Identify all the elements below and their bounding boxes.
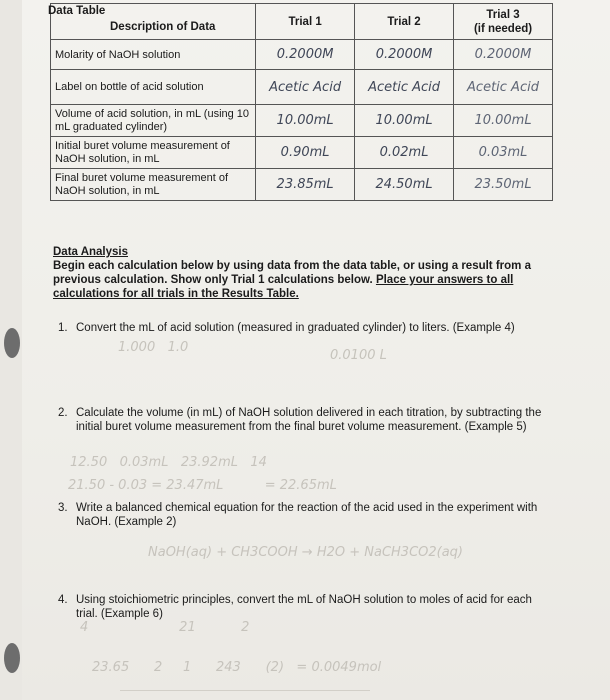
trial-1-value: 10.00mL <box>256 105 355 137</box>
trial-2-value: 0.2000M <box>355 40 454 70</box>
header-trial-3: Trial 3 (if needed) <box>454 4 553 40</box>
bleed-through-mark: 12.50 0.03mL 23.92mL 14 <box>70 455 267 470</box>
data-table <box>50 3 553 201</box>
bleed-through-mark: 21.50 - 0.03 = 23.47mL = 22.65mL <box>68 478 337 493</box>
bleed-through-mark: 0.0100 L <box>330 348 387 363</box>
trial-3-value: 0.03mL <box>454 137 553 169</box>
table-row <box>51 70 553 105</box>
trial-1-value: 0.90mL <box>256 137 355 169</box>
binder-hole <box>4 643 20 673</box>
header-trial-2: Trial 2 <box>355 4 454 40</box>
table-row <box>51 105 553 137</box>
binder-hole <box>4 328 20 358</box>
trial-1-value: 0.2000M <box>256 40 355 70</box>
trial-3-value: 0.2000M <box>454 40 553 70</box>
trial-2-value: 0.02mL <box>355 137 454 169</box>
bleed-through-mark: 23.65 2 1 243 (2) = 0.0049mol <box>92 660 382 675</box>
row-label: Initial buret volume measurement of NaOH solution, in mL <box>51 137 256 169</box>
row-label: Label on bottle of acid solution <box>51 70 256 105</box>
bleed-through-line <box>120 690 370 691</box>
row-label: Molarity of NaOH solution <box>51 40 256 70</box>
table-row <box>51 169 553 201</box>
trial-3-value: 10.00mL <box>454 105 553 137</box>
bleed-through-mark: NaOH(aq) + CH3COOH → H2O + NaCH3CO2(aq) <box>148 545 464 560</box>
trial-3-value: 23.50mL <box>454 169 553 201</box>
data-table-title: Data Table <box>48 5 106 17</box>
question-4: 4. Using stoichiometric principles, convert the mL of NaOH solution to moles of acid for each trial. (Example 6) <box>58 594 532 620</box>
bleed-through-mark: 1.000 1.0 <box>118 340 189 355</box>
trial-1-value: Acetic Acid <box>256 70 355 105</box>
header-description: Data Table Description of Data <box>51 4 256 40</box>
table-row <box>51 137 553 169</box>
table-row <box>51 40 553 70</box>
question-1: 1. Convert the mL of acid solution (measured in graduated cylinder) to liters. (Example 4) <box>58 322 515 334</box>
trial-2-value: 24.50mL <box>355 169 454 201</box>
trial-2-value: Acetic Acid <box>355 70 454 105</box>
trial-2-value: 10.00mL <box>355 105 454 137</box>
header-trial-1: Trial 1 <box>256 4 355 40</box>
question-3: 3. Write a balanced chemical equation for the reaction of the acid used in the experiment with NaOH. (Example 2) <box>58 502 538 528</box>
data-analysis-instructions: Begin each calculation below by using data from the data table, or using a result from a previous calculation. Show only Trial 1 calculations below. Place your answers to all calculations for all trials in the Results Table. <box>53 260 531 300</box>
question-2: 2. Calculate the volume (in mL) of NaOH solution delivered in each titration, by subtracting the initial buret volume measurement from the final buret volume measurement. (Example 5) <box>58 407 542 433</box>
row-label: Final buret volume measurement of NaOH solution, in mL <box>51 169 256 201</box>
row-label: Volume of acid solution, in mL (using 10 mL graduated cylinder) <box>51 105 256 137</box>
trial-1-value: 23.85mL <box>256 169 355 201</box>
data-analysis-heading: Data Analysis <box>53 246 128 258</box>
data-analysis-section <box>53 245 553 301</box>
trial-3-value: Acetic Acid <box>454 70 553 105</box>
bleed-through-mark: 4 21 2 <box>80 620 250 635</box>
